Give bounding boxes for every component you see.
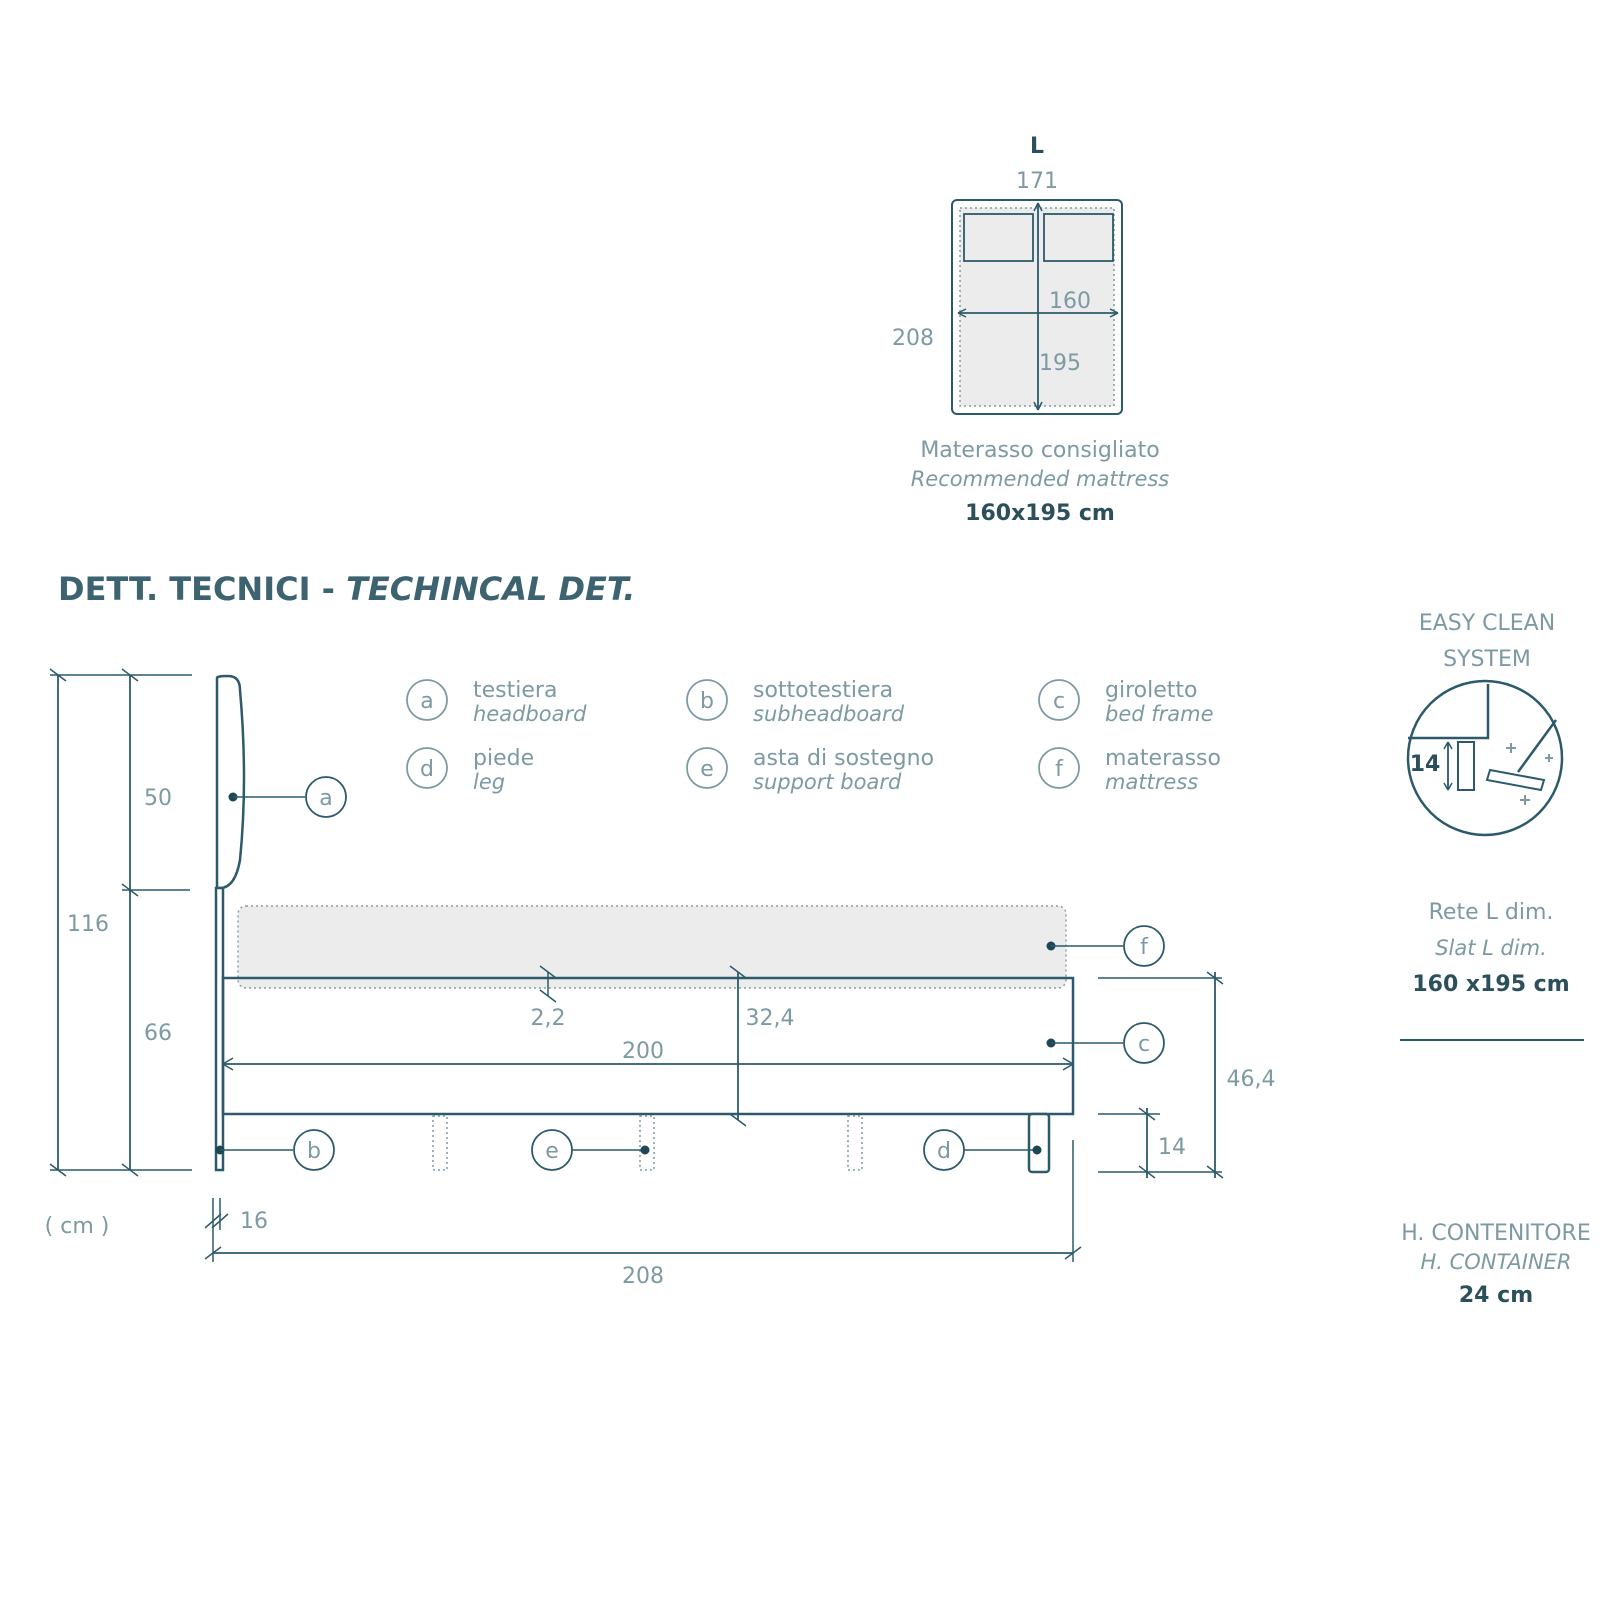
mattress-side	[238, 906, 1066, 988]
support-board-1	[433, 1116, 447, 1170]
container-it: H. CONTENITORE	[1401, 1221, 1591, 1246]
slat-it: Rete L dim.	[1428, 900, 1554, 925]
legend-en-e: support board	[753, 770, 902, 794]
top-view	[892, 134, 1169, 526]
container-en: H. CONTAINER	[1420, 1250, 1572, 1274]
section-title-en: TECHINCAL DET.	[346, 570, 636, 608]
legend-letter-b: b	[700, 689, 714, 714]
legend-it-b: sottotestiera	[753, 678, 894, 703]
legend-it-e: asta di sostegno	[753, 746, 935, 771]
section-title-it: DETT. TECNICI -	[58, 570, 347, 608]
top-length-label: 208	[892, 326, 934, 351]
legend-item-b	[687, 678, 905, 726]
legend-en-b: subheadboard	[753, 702, 905, 726]
pillow-left	[964, 214, 1033, 261]
recommended-mattress-en: Recommended mattress	[910, 467, 1170, 491]
total-length-label: 208	[622, 1264, 664, 1289]
legend-item-c	[1039, 678, 1214, 726]
mattress-width-label: 160	[1049, 289, 1091, 314]
leg-side	[1029, 1114, 1049, 1172]
container-height-label: 46,4	[1226, 1067, 1276, 1092]
slat-en: Slat L dim.	[1435, 936, 1547, 960]
legend-it-d: piede	[473, 746, 535, 771]
callout-letter-a: a	[319, 786, 333, 811]
mattress-length-label: 195	[1039, 351, 1081, 376]
container-panel	[1401, 1221, 1591, 1308]
legend-letter-f: f	[1055, 757, 1063, 782]
easy-clean-leg	[1458, 742, 1474, 790]
total-height-label: 116	[67, 912, 109, 937]
easy-clean-line2: SYSTEM	[1443, 647, 1531, 672]
legend-en-d: leg	[473, 770, 506, 794]
lower-height-label: 66	[144, 1021, 172, 1046]
support-board-3	[848, 1116, 862, 1170]
recommended-mattress-size: 160x195 cm	[965, 501, 1115, 526]
callout-letter-b: b	[307, 1139, 321, 1164]
legend-item-d	[407, 746, 534, 794]
legend-en-a: headboard	[473, 702, 587, 726]
legend-item-e	[687, 746, 934, 794]
legend-it-a: testiera	[473, 678, 558, 703]
frame-height-label: 32,4	[745, 1006, 795, 1031]
callout-letter-c: c	[1137, 1032, 1151, 1057]
legend-letter-d: d	[420, 757, 434, 782]
slat-panel	[1400, 900, 1584, 1040]
easy-clean-line1: EASY CLEAN	[1418, 611, 1556, 636]
headboard-height-label: 50	[144, 786, 172, 811]
thickness-ticks	[205, 1214, 228, 1228]
legend-it-f: materasso	[1105, 746, 1221, 771]
callout-letter-e: e	[545, 1139, 559, 1164]
offset-label: 2,2	[530, 1006, 566, 1031]
legend-letter-e: e	[700, 757, 714, 782]
callout-dot-e	[641, 1146, 650, 1155]
headboard-shape	[217, 676, 244, 888]
top-width-label: 171	[1016, 169, 1058, 194]
legend-item-f	[1039, 746, 1221, 794]
legend-item-a	[407, 678, 587, 726]
slat-size: 160 x195 cm	[1412, 972, 1570, 997]
legend-en-c: bed frame	[1105, 702, 1214, 726]
legend-letter-a: a	[420, 689, 434, 714]
inner-length-label: 200	[622, 1039, 664, 1064]
legend-letter-c: c	[1052, 689, 1066, 714]
unit-label: ( cm )	[44, 1214, 110, 1239]
easy-clean-panel	[1408, 611, 1562, 835]
pillow-right	[1044, 214, 1113, 261]
support-board-2	[640, 1116, 654, 1170]
legend-it-c: giroletto	[1105, 678, 1198, 703]
easy-clean-clearance: 14	[1409, 752, 1441, 777]
leg-height-label: 14	[1158, 1135, 1186, 1160]
section-title	[58, 570, 635, 608]
callout-dot-d	[1033, 1146, 1042, 1155]
legend-en-f: mattress	[1105, 770, 1199, 794]
size-letter: L	[1029, 134, 1045, 159]
legend	[407, 678, 1221, 794]
headboard-thickness-label: 16	[240, 1209, 268, 1234]
side-view	[45, 669, 1276, 1289]
container-size: 24 cm	[1458, 1283, 1534, 1308]
recommended-mattress-it: Materasso consigliato	[920, 438, 1160, 463]
callout-letter-f: f	[1140, 935, 1148, 960]
callout-letter-d: d	[937, 1139, 951, 1164]
